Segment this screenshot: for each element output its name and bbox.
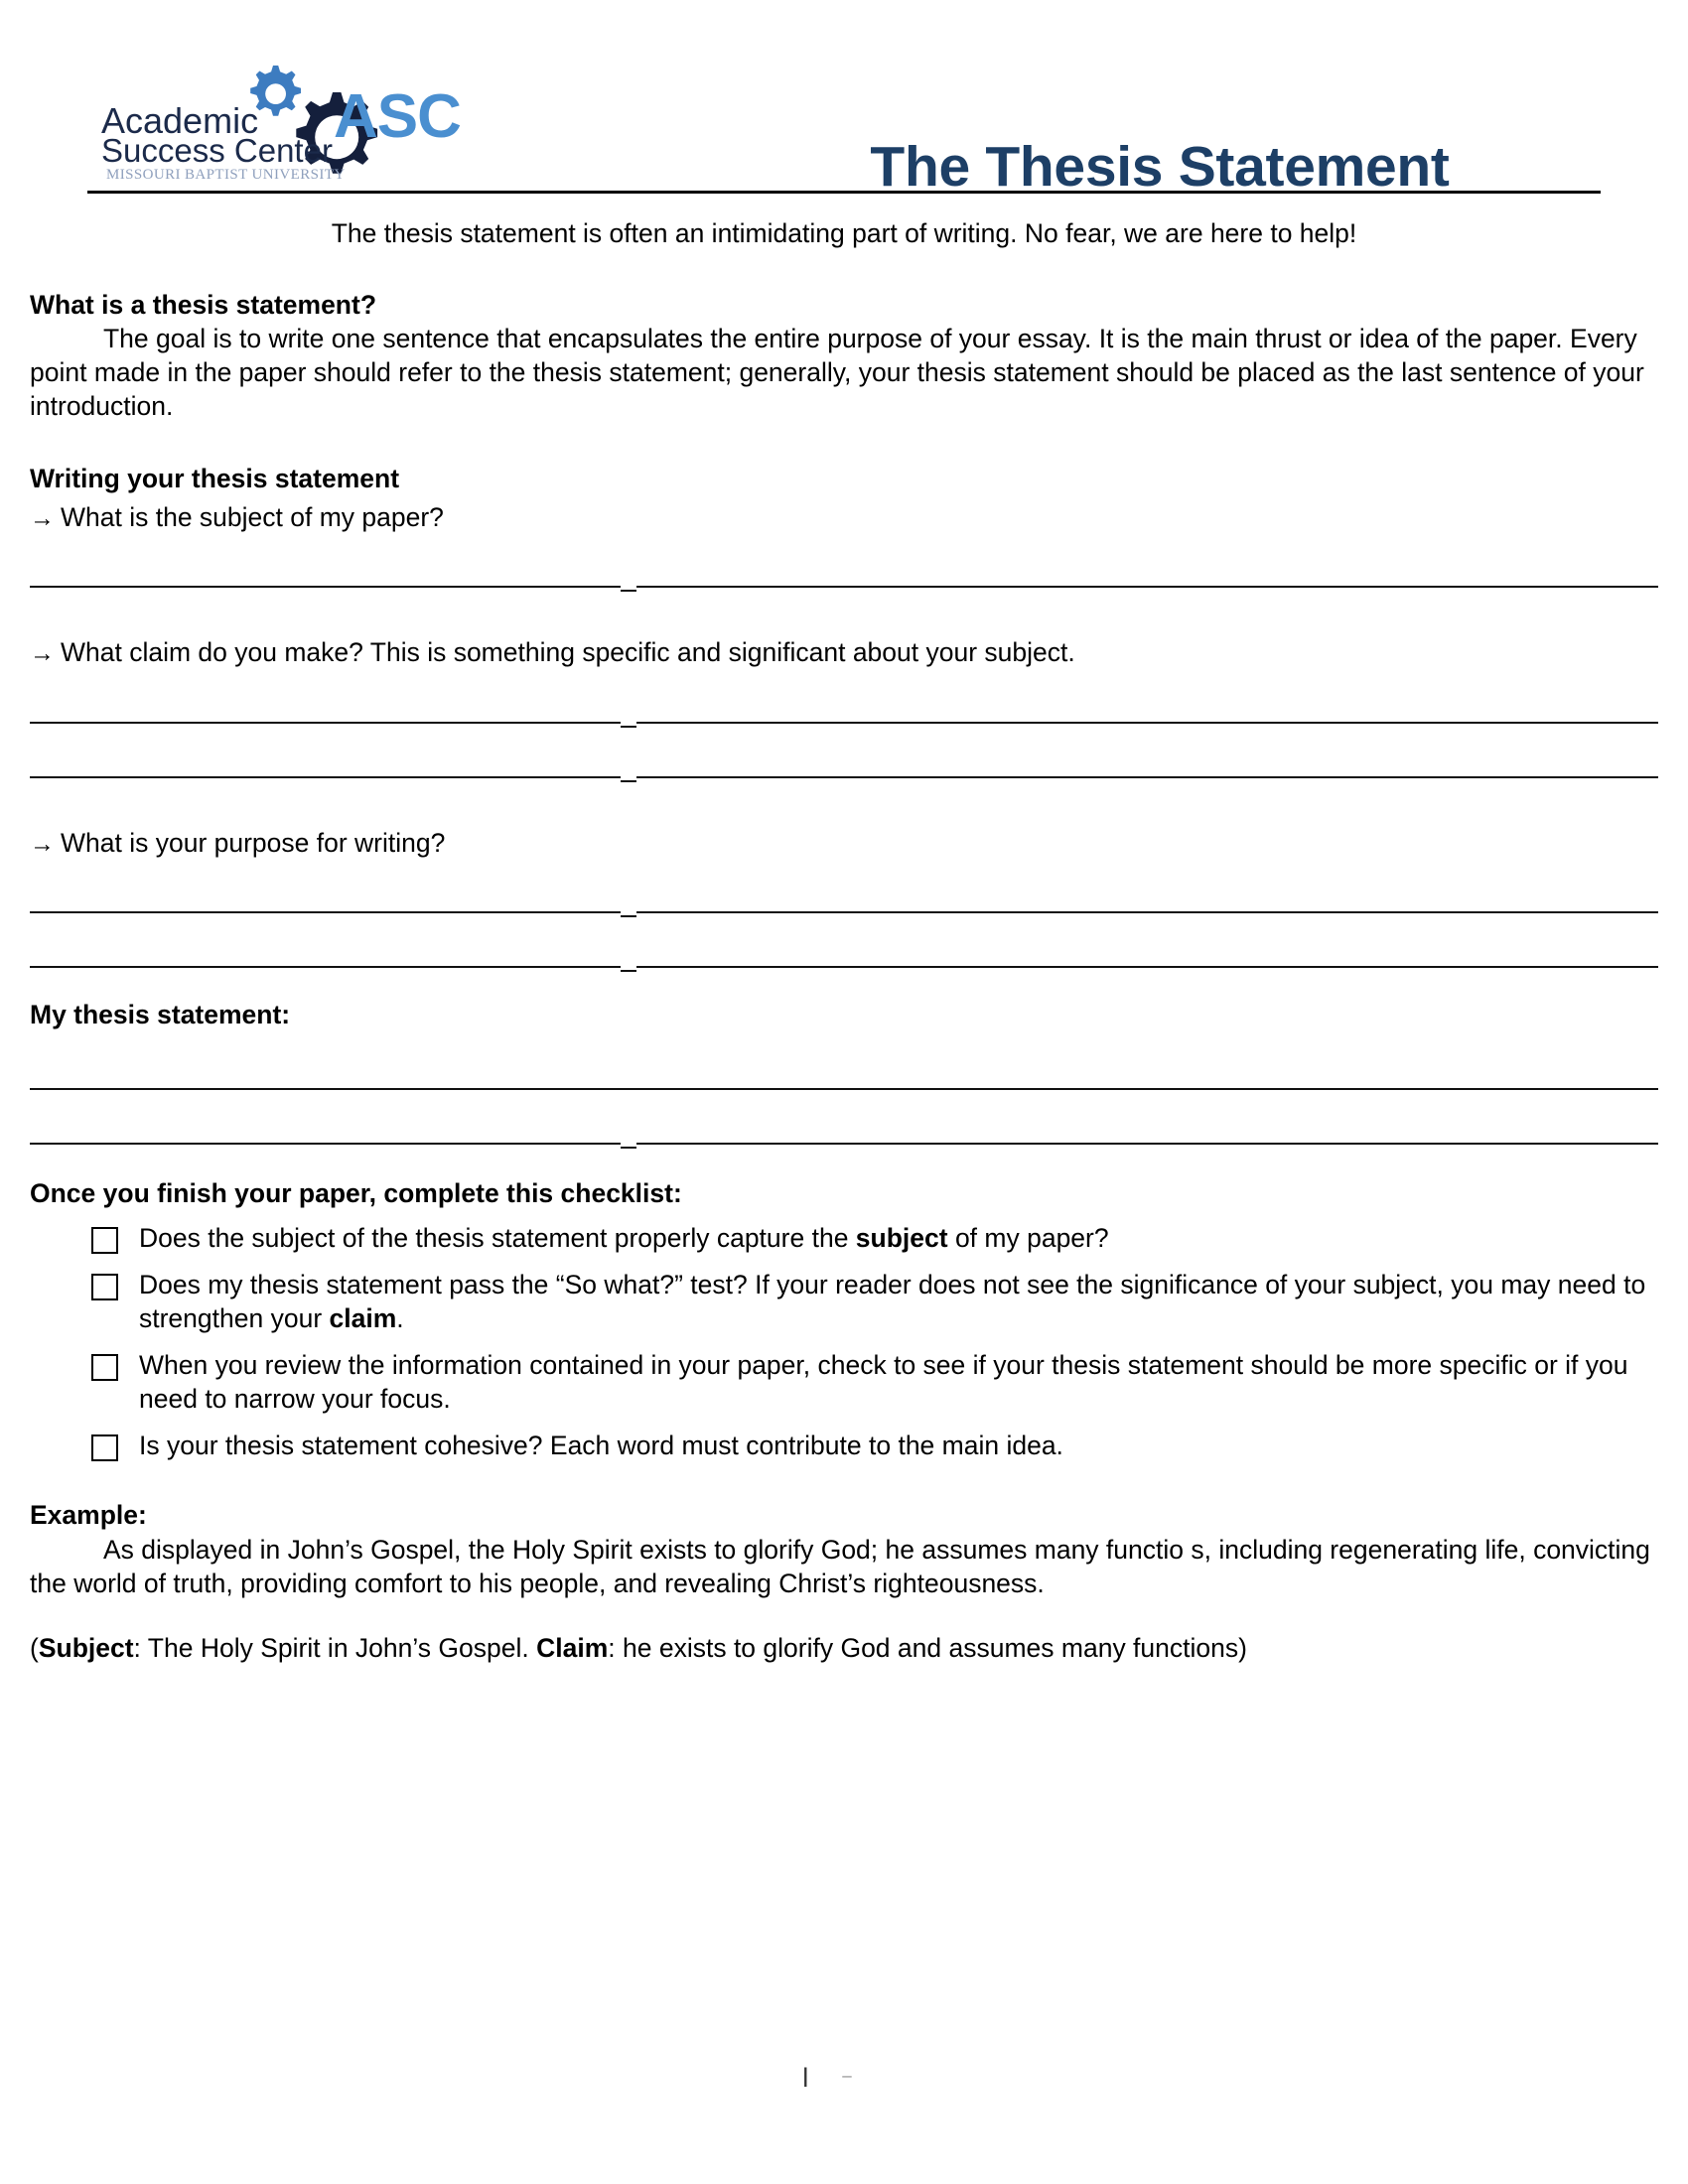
- section-heading-checklist: Once you finish your paper, complete this checklist:: [30, 1178, 682, 1209]
- intro-text: The thesis statement is often an intimidating part of writing. No fear, we are here to help!: [331, 218, 1357, 248]
- answer-line-q3-1[interactable]: [30, 911, 1658, 913]
- checklist-item[interactable]: [30, 1429, 1658, 1462]
- example-paragraph: [30, 1533, 1658, 1601]
- checklist-item-1-pre: Does the subject of the thesis statement properly capture the: [139, 1223, 856, 1254]
- section-heading-example: Example:: [30, 1499, 147, 1530]
- example-parenthetical: [30, 1631, 1658, 1665]
- checklist-item-2-pre: Does my thesis statement pass the “So what?” test? If your reader does not see the significance of your subject, you may need to strengthen your: [139, 1269, 1646, 1334]
- checkbox-icon[interactable]: [91, 1434, 118, 1461]
- asc-logo-graphic: [97, 62, 494, 191]
- answer-line-q1-1[interactable]: [30, 586, 1658, 588]
- paren-text-claim: : he exists to glorify God and assumes many functions): [608, 1632, 1247, 1663]
- answer-line-q3-2[interactable]: [30, 966, 1658, 968]
- thesis-answer-line-2[interactable]: [30, 1143, 1658, 1145]
- section-body-what-is: [30, 323, 1658, 424]
- document-header: [87, 0, 1601, 199]
- footer-page-marker: [0, 2063, 1688, 2094]
- arrow-icon: →: [30, 503, 55, 532]
- arrow-icon: →: [30, 829, 55, 858]
- checklist-item-3-pre: When you review the information contained in your paper, check to see if your thesis statement should be more specific or if you need to narrow your focus.: [139, 1349, 1628, 1415]
- section-heading-my-thesis: My thesis statement:: [30, 1000, 291, 1030]
- section-heading-writing: Writing your thesis statement: [30, 463, 400, 493]
- writing-question-2: [30, 635, 1658, 670]
- writing-question-2-text: What claim do you make? This is something specific and significant about your subject.: [61, 637, 1075, 668]
- checklist-item[interactable]: [30, 1268, 1658, 1336]
- answer-line-q2-2[interactable]: [30, 776, 1658, 778]
- checklist-item-2-post: .: [396, 1303, 404, 1334]
- checklist-item-text: [139, 1348, 1658, 1417]
- paren-open: (: [30, 1632, 39, 1663]
- logo-line-1: Academic: [101, 100, 259, 141]
- checkbox-icon[interactable]: [91, 1227, 118, 1254]
- writing-question-1: [30, 500, 1658, 535]
- example-paragraph-text: As displayed in John’s Gospel, the Holy Spirit exists to glorify God; he assumes many functio s, including regenerating life, convicting the world of truth, providing comfort to his people, and revealing Christ’s righteousness.: [30, 1534, 1650, 1599]
- asc-monogram: ASC: [334, 82, 461, 151]
- paren-text-subject: : The Holy Spirit in John’s Gospel.: [133, 1632, 537, 1663]
- checklist-item-text: [139, 1221, 1109, 1255]
- checkbox-icon[interactable]: [91, 1274, 118, 1300]
- checklist-item-2-bold: claim: [329, 1303, 397, 1334]
- checklist-item-1-post: of my paper?: [947, 1223, 1109, 1254]
- paren-label-claim: Claim: [536, 1632, 609, 1663]
- writing-question-3: [30, 826, 1658, 861]
- checklist-item[interactable]: [30, 1348, 1658, 1417]
- checklist-item-text: [139, 1429, 1063, 1462]
- checklist-item[interactable]: [30, 1221, 1658, 1255]
- checklist-item-1-bold: subject: [855, 1223, 948, 1254]
- checklist-item-4-pre: Is your thesis statement cohesive? Each word must contribute to the main idea.: [139, 1430, 1063, 1460]
- page-title: The Thesis Statement: [870, 135, 1450, 199]
- footer-marker-dash: –: [842, 2066, 886, 2085]
- arrow-icon: →: [30, 639, 55, 668]
- footer-marker-bar: l: [802, 2063, 843, 2093]
- checkbox-icon[interactable]: [91, 1354, 118, 1381]
- header-divider: [87, 191, 1601, 194]
- asc-logo: [97, 62, 494, 191]
- paren-label-subject: Subject: [38, 1632, 134, 1663]
- logo-university-line: MISSOURI BAPTIST UNIVERSITY: [106, 167, 346, 183]
- what-is-paragraph-text: The goal is to write one sentence that encapsulates the entire purpose of your essay. It is the main thrust or idea of the paper. Every point made in the paper should refer to the thesis statement; generally, your thesis statement should be placed as the last sentence of your introduction.: [30, 324, 1644, 421]
- writing-question-3-text: What is your purpose for writing?: [61, 827, 446, 858]
- writing-question-1-text: What is the subject of my paper?: [61, 501, 444, 532]
- section-heading-what-is: What is a thesis statement?: [30, 290, 377, 321]
- logo-line-2: Success Center: [101, 132, 333, 169]
- document-body: [30, 204, 1658, 1665]
- thesis-answer-line-1[interactable]: [30, 1088, 1658, 1090]
- checklist-item-text: [139, 1268, 1658, 1336]
- answer-line-q2-1[interactable]: [30, 722, 1658, 724]
